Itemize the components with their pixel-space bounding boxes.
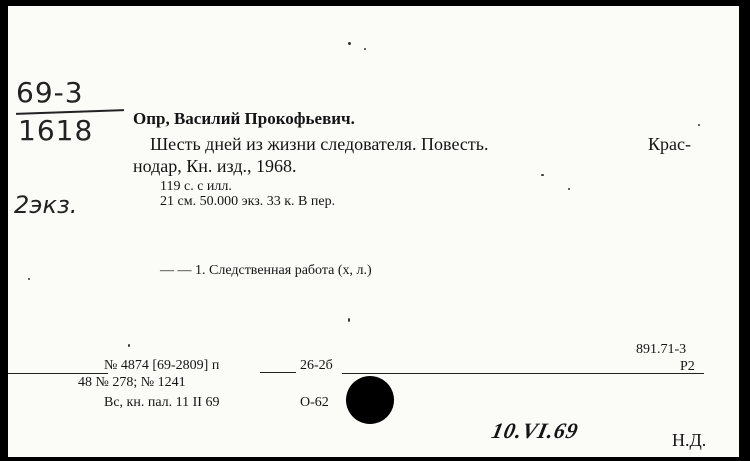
code-26: 26-2б [300,358,333,373]
speck [348,42,351,45]
catalog-card [8,6,739,457]
classification-number: 891.71-3 [636,342,687,357]
author-heading: Опр, Василий Прокофьевич. [133,109,355,128]
ink-blot [346,376,394,424]
footer-rule-left [8,373,108,374]
footer-rule-short [260,372,296,373]
title-line-1-end: Крас- [648,134,691,154]
speck [348,318,350,322]
handwritten-copies: 2экз. [14,191,78,219]
subject-tracing: — — 1. Следственная работа (х, л.) [160,263,372,278]
handwritten-shelf-number-bottom: 1618 [18,114,94,147]
title-line-2: нодар, Кн. изд., 1968. [133,156,297,176]
record-number: № 4874 [69-2809] п [104,358,220,373]
speck [364,48,366,50]
speck [698,124,700,126]
footer-rule-main [342,373,704,374]
o-code: О-62 [300,395,329,410]
date-stamp: 10.VI.69 [489,418,582,443]
cutter-number: Р2 [680,359,695,374]
format-line: 21 см. 50.000 экз. 33 к. В пер. [160,194,336,209]
speck [28,278,30,280]
librarian-initials: Н.Д. [672,430,707,450]
speck [541,174,544,176]
handwritten-shelf-number-top: 69-3 [16,76,84,109]
speck [568,188,570,190]
reference-numbers: 48 № 278; № 1241 [78,375,186,390]
title-line-1: Шесть дней из жизни следователя. Повесть. [150,134,489,154]
speck [128,344,130,347]
chamber-line: Вс, кн. пал. 11 II 69 [104,395,220,410]
pages-line: 119 с. с илл. [160,179,232,194]
